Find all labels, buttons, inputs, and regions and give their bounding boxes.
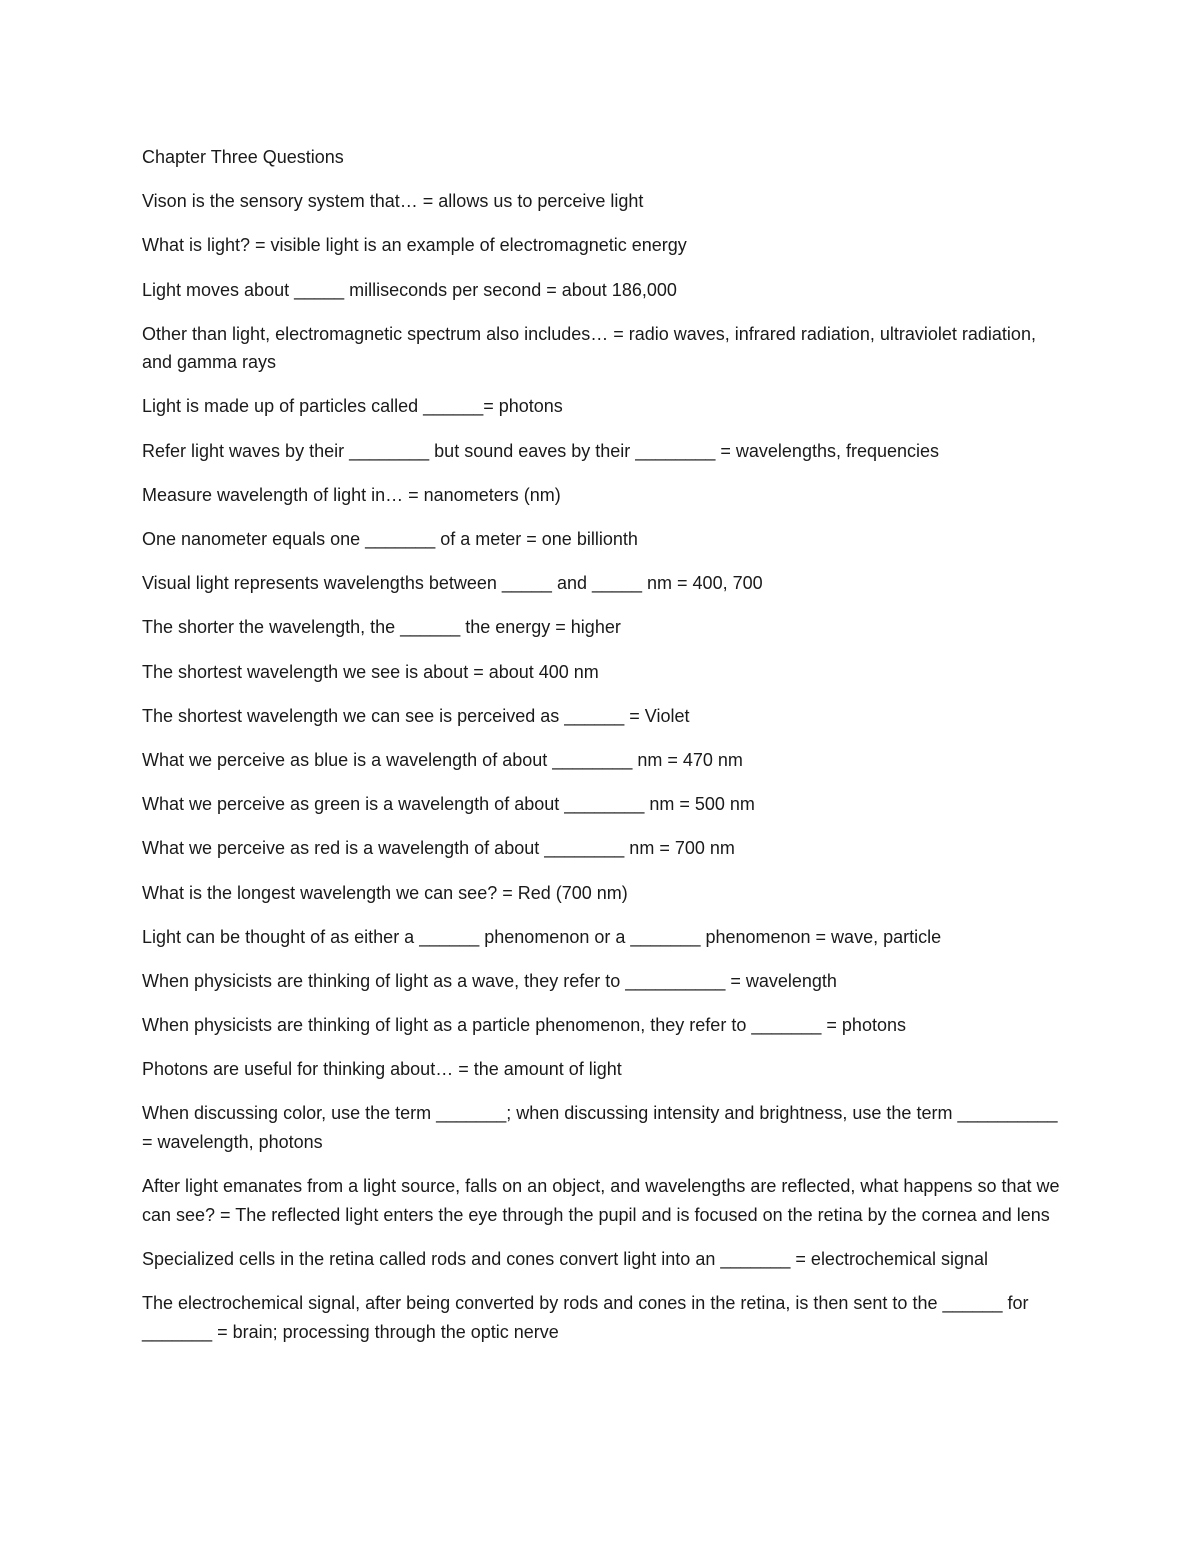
document-body — [142, 143, 1062, 1362]
question-line: When physicists are thinking of light as a particle phenomenon, they refer to _______ = photons — [142, 1015, 906, 1036]
question-line: After light emanates from a light source, falls on an object, and wavelengths are reflected, what happens so that we can see? = The reflected light enters the eye through the pupil and is focused on the retina by the cornea and lens — [142, 1176, 1060, 1225]
question-line: One nanometer equals one _______ of a meter = one billionth — [142, 529, 638, 549]
question-line: Vison is the sensory system that… = allows us to perceive light — [142, 191, 644, 212]
question-line: What we perceive as blue is a wavelength of about ________ nm = 470 nm — [142, 749, 743, 770]
question-line: The shortest wavelength we see is about = about 400 nm — [142, 661, 599, 682]
question-line: Light is made up of particles called ______= photons — [142, 396, 563, 417]
question-line: What we perceive as green is a wavelength of about ________ nm = 500 nm — [142, 794, 755, 815]
question-line: What is light? = visible light is an example of electromagnetic energy — [142, 235, 687, 256]
question-line: Light can be thought of as either a ______ phenomenon or a _______ phenomenon = wave, particle — [142, 926, 942, 947]
document-title: Chapter Three Questions — [142, 147, 344, 167]
question-line: What is the longest wavelength we can see? = Red (700 nm) — [142, 882, 628, 903]
question-line: Specialized cells in the retina called rods and cones convert light into an _______ = electrochemical signal — [142, 1248, 989, 1269]
question-line: Other than light, electromagnetic spectrum also includes… = radio waves, infrared radiation, ultraviolet radiation, and gamma rays — [142, 323, 1036, 373]
question-line: The electrochemical signal, after being converted by rods and cones in the retina, is then sent to the ______ for _______ = brain; processing through the optic nerve — [142, 1293, 1029, 1342]
question-line: The shortest wavelength we can see is perceived as ______ = Violet — [142, 705, 690, 726]
question-line: When discussing color, use the term _______; when discussing intensity and brightness, use the term __________ = wavelength, photons — [142, 1103, 1058, 1152]
question-line: Measure wavelength of light in… = nanometers (nm) — [142, 484, 561, 505]
question-line: Light moves about _____ milliseconds per second = about 186,000 — [142, 279, 677, 300]
question-line: Photons are useful for thinking about… = the amount of light — [142, 1059, 622, 1080]
question-line: What we perceive as red is a wavelength of about ________ nm = 700 nm — [142, 838, 735, 859]
question-line: Refer light waves by their ________ but sound eaves by their ________ = wavelengths, frequencies — [142, 440, 940, 461]
question-line: Visual light represents wavelengths between _____ and _____ nm = 400, 700 — [142, 573, 763, 594]
question-line: When physicists are thinking of light as a wave, they refer to __________ = wavelength — [142, 970, 837, 991]
question-line: The shorter the wavelength, the ______ the energy = higher — [142, 617, 621, 638]
